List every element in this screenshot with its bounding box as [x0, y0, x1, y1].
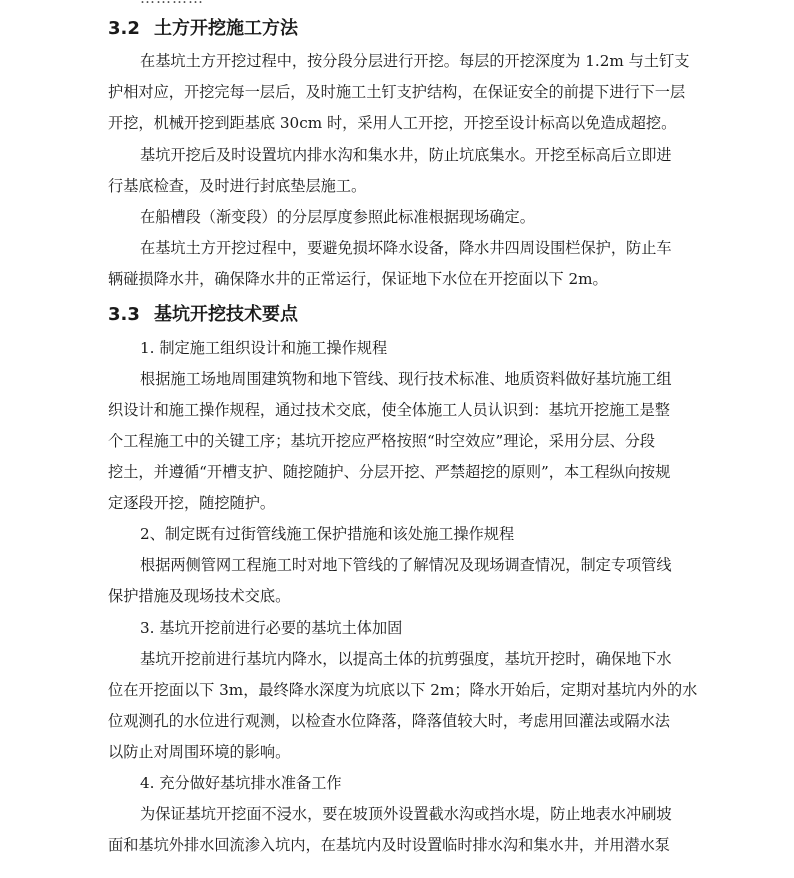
item-heading: 4. 充分做好基坑排水准备工作	[140, 774, 342, 792]
paragraph-line: 面和基坑外排水回流渗入坑内，在基坑内及时设置临时排水沟和集水井，并用潜水泵	[108, 836, 670, 854]
item-heading: 2、制定既有过街管线施工保护措施和该处施工操作规程	[140, 525, 515, 543]
paragraph-line: 基坑开挖前进行基坑内降水，以提高土体的抗剪强度，基坑开挖时，确保地下水	[140, 650, 672, 668]
paragraph-line: 为保证基坑开挖面不浸水，要在坡顶外设置截水沟或挡水堤，防止地表水冲刷坡	[140, 805, 672, 823]
paragraph-line: 个工程施工中的关键工序；基坑开挖应严格按照“时空效应”理论，采用分层、分段	[108, 432, 656, 450]
cut-off-text-fragment	[140, 0, 204, 7]
section-number: 3.3	[108, 304, 140, 325]
item-heading: 1. 制定施工组织设计和施工操作规程	[140, 339, 388, 357]
paragraph-line: 位在开挖面以下 3m，最终降水深度为坑底以下 2m；降水开始后，定期对基坑内外的水	[108, 681, 698, 699]
paragraph-line: 在基坑土方开挖过程中，要避免损坏降水设备，降水井四周设围栏保护，防止车	[140, 239, 672, 257]
section-3-2-heading	[108, 14, 298, 40]
paragraph-line: 位观测孔的水位进行观测，以检查水位降落，降落值较大时，考虑用回灌法或隔水法	[108, 712, 670, 730]
paragraph-line: 根据施工场地周围建筑物和地下管线、现行技术标准、地质资料做好基坑施工组	[140, 370, 672, 388]
paragraph-line: 根据两侧管网工程施工时对地下管线的了解情况及现场调查情况，制定专项管线	[140, 556, 672, 574]
paragraph-line: 辆碰损降水井，确保降水井的正常运行，保证地下水位在开挖面以下 2m。	[108, 270, 608, 288]
paragraph-line: 行基底检查，及时进行封底垫层施工。	[108, 177, 367, 195]
paragraph-line: 基坑开挖后及时设置坑内排水沟和集水井，防止坑底集水。开挖至标高后立即进	[140, 146, 672, 164]
paragraph-line: 在基坑土方开挖过程中，按分段分层进行开挖。每层的开挖深度为 1.2m 与土钉支	[140, 52, 690, 70]
item-heading: 3. 基坑开挖前进行必要的基坑土体加固	[140, 619, 403, 637]
paragraph-line: 在船槽段（渐变段）的分层厚度参照此标准根据现场确定。	[140, 208, 535, 226]
paragraph-line: 织设计和施工操作规程，通过技术交底，使全体施工人员认识到：基坑开挖施工是整	[108, 401, 670, 419]
section-title: 土方开挖施工方法	[154, 18, 298, 39]
paragraph-line: 保护措施及现场技术交底。	[108, 587, 291, 605]
section-number: 3.2	[108, 18, 140, 39]
paragraph-line: 开挖，机械开挖到距基底 30cm 时，采用人工开挖，开挖至设计标高以免造成超挖。	[108, 114, 677, 132]
paragraph-line: 定逐段开挖，随挖随护。	[108, 494, 276, 512]
section-3-3-heading	[108, 300, 298, 326]
paragraph-line: 挖土，并遵循“开槽支护、随挖随护、分层开挖、严禁超挖的原则”，本工程纵向按规	[108, 463, 671, 481]
paragraph-line: 以防止对周围环境的影响。	[108, 743, 291, 761]
paragraph-line: 护相对应，开挖完每一层后，及时施工土钉支护结构，在保证安全的前提下进行下一层	[108, 83, 686, 101]
section-title: 基坑开挖技术要点	[154, 304, 298, 325]
